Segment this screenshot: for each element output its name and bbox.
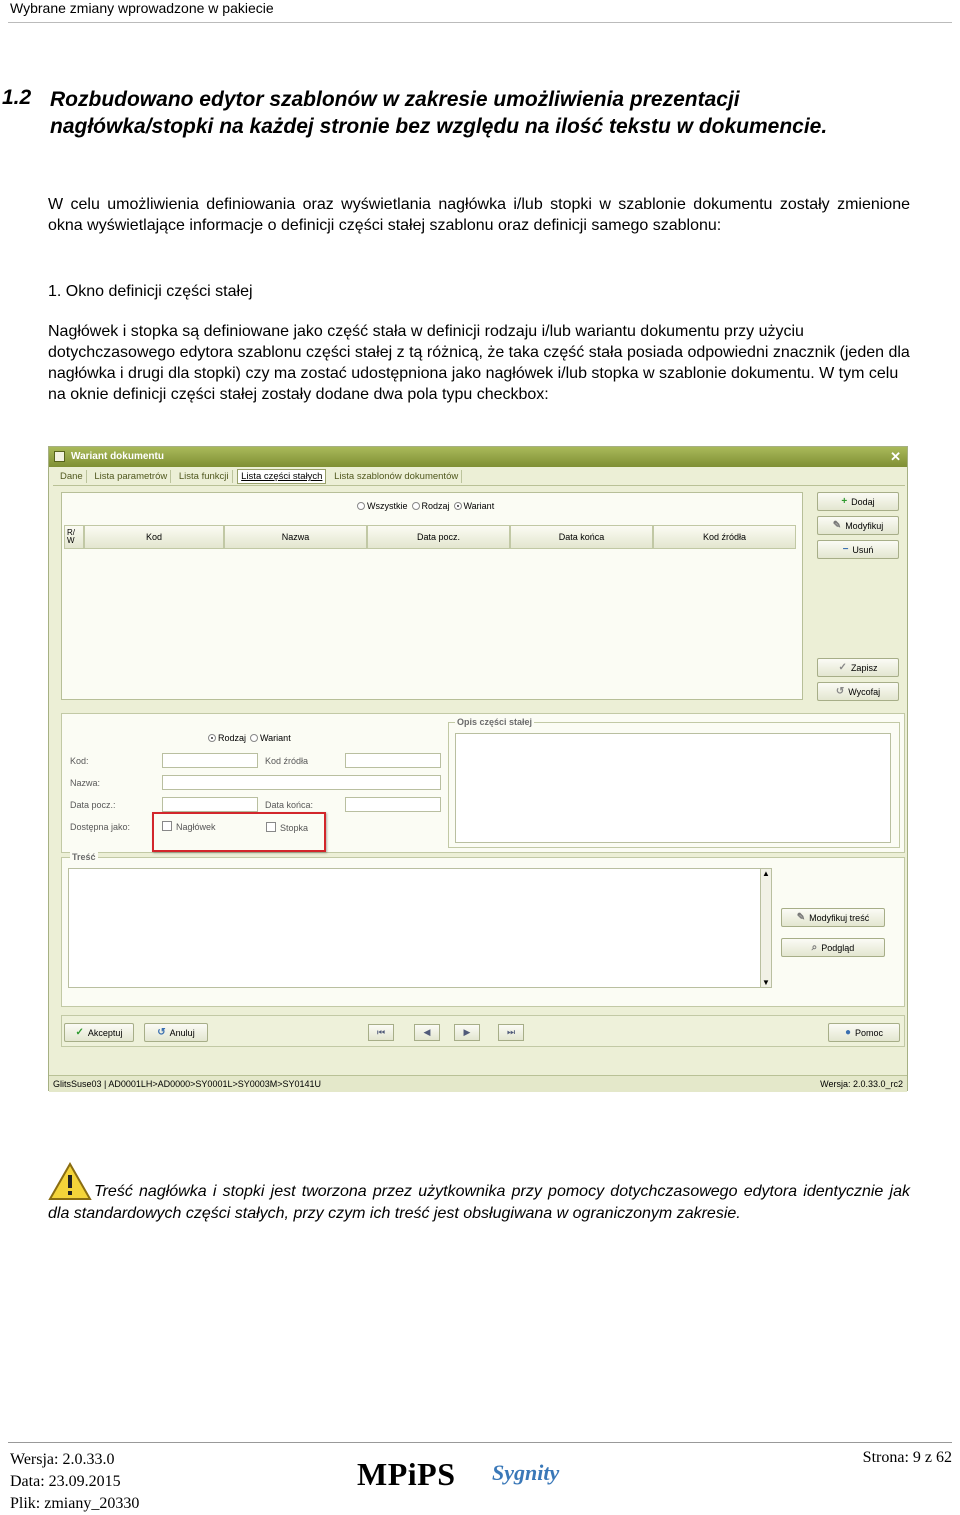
radio-all[interactable] — [357, 501, 408, 511]
footer-checkbox-label: Stopka — [280, 823, 309, 833]
edit-icon: ✎ — [832, 520, 842, 531]
radio-form-variant[interactable] — [250, 733, 291, 743]
fixed-parts-grid — [61, 492, 803, 700]
preview-button[interactable] — [781, 938, 885, 957]
content-group-label: Treść — [72, 852, 96, 862]
scroll-up-icon[interactable]: ▲ — [762, 869, 770, 878]
add-button-label: Dodaj — [851, 496, 875, 507]
delete-button-label: Usuń — [852, 544, 874, 555]
tab-bar — [57, 469, 464, 485]
window-title: Wariant dokumentu — [71, 451, 164, 462]
warning-note-text: Treść nagłówka i stopki jest tworzona przez użytkownika przy pomocy dotychczasowego edytora identycznie jak dla standardowych części stałych, przy czym ich treść jest obsługiwana w ograniczonym zakresie. — [48, 1183, 910, 1222]
bottom-button-bar — [61, 1015, 905, 1047]
source-code-field[interactable] — [345, 753, 441, 768]
next-record-button[interactable] — [454, 1024, 480, 1041]
undo-icon: ↺ — [157, 1027, 166, 1038]
undo-icon: ↺ — [835, 686, 845, 697]
help-icon: ● — [844, 1027, 852, 1038]
section-number: 1.2 — [2, 86, 32, 109]
modify-button-label: Modyfikuj — [845, 520, 884, 531]
plus-icon: + — [841, 496, 848, 507]
prev-record-button[interactable] — [414, 1024, 440, 1041]
name-field[interactable] — [162, 775, 441, 790]
footer-page-number: Strona: 9 z 62 — [862, 1449, 952, 1466]
footer-file: Plik: zmiany_20330 — [10, 1495, 140, 1512]
description-group — [448, 717, 900, 848]
mpips-logo: MPiPS — [357, 1456, 456, 1492]
help-button-label: Pomoc — [855, 1027, 884, 1038]
check-icon: ✓ — [75, 1027, 84, 1038]
edit-icon: ✎ — [796, 912, 806, 923]
window-titlebar — [49, 447, 907, 467]
filter-radio-group — [357, 501, 498, 511]
end-date-field[interactable] — [345, 797, 441, 812]
help-button[interactable] — [828, 1023, 900, 1042]
delete-button[interactable] — [817, 540, 899, 559]
cancel-button-label: Anuluj — [169, 1027, 195, 1038]
paragraph-description: Nagłówek i stopka są definiowane jako część stała w definicji rodzaju i/lub wariantu dokumentu przy użyciu dotychczasowego edytora szablonu części stałej z tą różnicą, że taka część stała posiada odpowiedni znacznik (jeden dla nagłówka i drugi dla stopki) czy ma zostać udostępniona jako nagłówek i/lub stopka w szablonie dokumentu. W tym celu na oknie definicji części stałej zostały dodane dwa pola typu checkbox: — [48, 323, 910, 403]
start-date-label: Data pocz.: — [70, 800, 116, 810]
footer-divider — [8, 1442, 952, 1443]
preview-button-label: Podgląd — [821, 942, 855, 953]
content-group — [61, 852, 905, 1007]
paragraph-subheading: 1. Okno definicji części stałej — [48, 283, 253, 300]
cancel-button[interactable] — [144, 1023, 208, 1042]
name-label: Nazwa: — [70, 778, 101, 788]
radio-variant[interactable] — [454, 501, 495, 511]
check-icon: ✓ — [838, 662, 847, 673]
scope-radio-group — [208, 733, 295, 743]
accept-button[interactable] — [64, 1023, 134, 1042]
sygnity-logo: Sygnity — [492, 1460, 560, 1485]
code-label: Kod: — [70, 756, 89, 766]
header-divider — [8, 22, 952, 23]
minus-icon: − — [842, 544, 849, 555]
save-button-label: Zapisz — [850, 662, 878, 673]
column-source-code[interactable]: Kod źródła — [653, 525, 796, 549]
radio-form-type-label: Rodzaj — [218, 733, 247, 743]
radio-circle — [250, 734, 258, 742]
tab-divider — [53, 485, 905, 486]
tab-dane[interactable]: Dane — [57, 470, 87, 483]
content-scrollbar[interactable] — [760, 868, 772, 988]
description-group-label: Opis części stałej — [457, 717, 533, 727]
available-as-label: Dostępna jako: — [70, 822, 131, 832]
tab-fixed-parts[interactable]: Lista części stałych — [237, 469, 326, 484]
column-code[interactable]: Kod — [84, 525, 224, 549]
column-name[interactable]: Nazwa — [224, 525, 367, 549]
accept-button-label: Akceptuj — [87, 1027, 123, 1038]
radio-all-label: Wszystkie — [367, 501, 408, 511]
column-end-date[interactable]: Data końca — [510, 525, 653, 549]
column-rw[interactable]: R/ W — [64, 525, 84, 549]
details-form — [61, 713, 905, 853]
modify-content-label: Modyfikuj treść — [809, 912, 870, 923]
close-icon[interactable]: ✕ — [890, 449, 901, 464]
save-button[interactable] — [817, 658, 899, 677]
radio-circle — [357, 502, 365, 510]
magnifier-icon: ⌕ — [811, 942, 818, 953]
window-icon — [54, 451, 65, 462]
highlight-frame — [152, 812, 326, 852]
revert-button-label: Wycofaj — [848, 686, 881, 697]
code-field[interactable] — [162, 753, 258, 768]
radio-circle-selected — [208, 734, 216, 742]
footer-info — [10, 1449, 139, 1515]
variant-window — [48, 446, 908, 1091]
radio-type-label: Rodzaj — [421, 501, 450, 511]
page-header-title: Wybrane zmiany wprowadzone w pakiecie — [10, 0, 274, 16]
radio-type[interactable] — [412, 501, 450, 511]
radio-variant-label: Wariant — [463, 501, 495, 511]
scroll-down-icon[interactable]: ▼ — [762, 978, 770, 987]
prev-icon: ◀ — [423, 1027, 431, 1037]
tab-functions[interactable]: Lista funkcji — [176, 470, 233, 483]
paragraph-intro: W celu umożliwienia definiowania oraz wyświetlania nagłówka i/lub stopki w szablonie dokumentu zostały zmienione okna wyświetlające informacje o definicji części stałej szablonu oraz definicji samego szablonu: — [48, 196, 910, 234]
header-checkbox-label: Nagłówek — [176, 822, 216, 832]
last-record-button[interactable] — [498, 1024, 524, 1041]
description-textarea[interactable] — [455, 733, 891, 843]
end-date-label: Data końca: — [265, 800, 314, 810]
column-start-date[interactable]: Data pocz. — [367, 525, 510, 549]
radio-circle — [412, 502, 420, 510]
warning-note — [48, 1162, 910, 1224]
modify-button[interactable] — [817, 516, 899, 535]
warning-icon — [48, 1162, 92, 1202]
status-version: Wersja: 2.0.33.0_rc2 — [820, 1079, 903, 1089]
footer-version: Wersja: 2.0.33.0 — [10, 1451, 115, 1468]
next-icon: ▶ — [463, 1027, 471, 1037]
start-date-field[interactable] — [162, 797, 258, 812]
radio-form-type[interactable] — [208, 733, 246, 743]
status-path: GlitsSuse03 | AD0001LH>AD0000>SY0001L>SY0003M>SY0141U — [53, 1079, 322, 1089]
status-bar — [49, 1075, 907, 1092]
tab-parameters[interactable]: Lista parametrów — [91, 470, 171, 483]
section-title: Rozbudowano edytor szablonów w zakresie umożliwienia prezentacji nagłówka/stopki na każdej stronie bez względu na ilość tekstu w dokumencie. — [50, 88, 828, 138]
footer-date: Data: 23.09.2015 — [10, 1473, 121, 1490]
source-code-label: Kod źródła — [265, 756, 309, 766]
content-textarea[interactable] — [68, 868, 768, 988]
tab-templates[interactable]: Lista szablonów dokumentów — [331, 470, 462, 483]
first-icon: ⏮ — [376, 1027, 386, 1037]
radio-form-variant-label: Wariant — [260, 733, 291, 743]
radio-circle-selected — [454, 502, 462, 510]
modify-content-button[interactable] — [781, 908, 885, 927]
add-button[interactable] — [817, 492, 899, 511]
revert-button[interactable] — [817, 682, 899, 701]
first-record-button[interactable] — [368, 1024, 394, 1041]
last-icon: ⏭ — [506, 1027, 516, 1037]
